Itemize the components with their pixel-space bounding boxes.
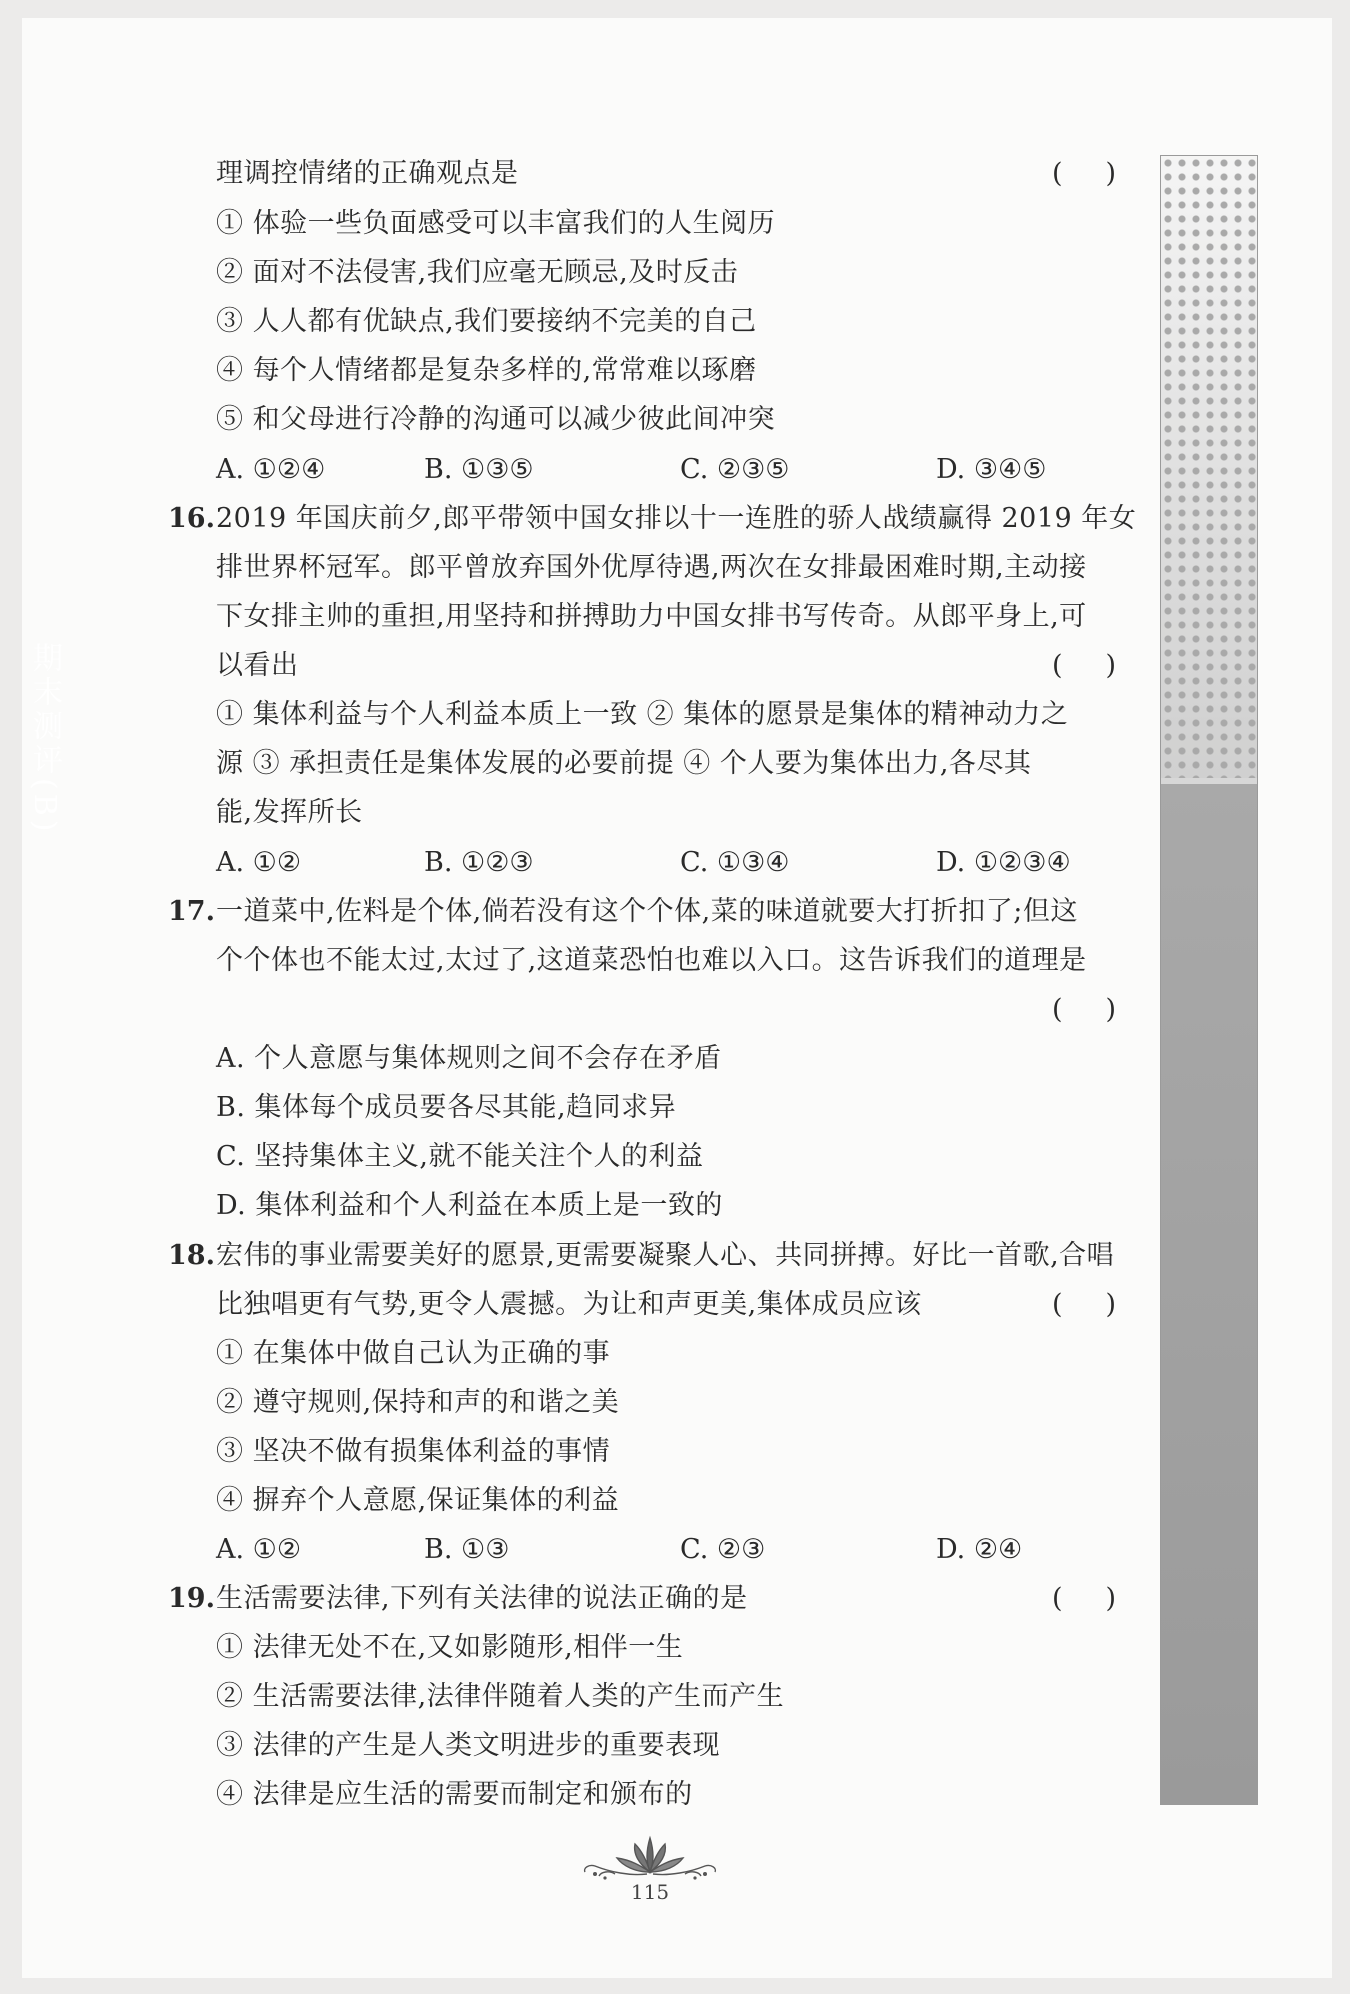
q19-number: 19. xyxy=(168,1583,215,1614)
footer-ornament-icon xyxy=(575,1832,725,1884)
q17-option-a: A. 个人意愿与集体规则之间不会存在矛盾 xyxy=(216,1043,722,1074)
q15-statement: ⑤ 和父母进行冷静的沟通可以减少彼此间冲突 xyxy=(216,404,776,435)
q16-statement-line: 能,发挥所长 xyxy=(216,797,363,828)
q18-statement: ④ 摒弃个人意愿,保证集体的利益 xyxy=(216,1485,620,1516)
side-tab-dot-pattern xyxy=(1161,156,1257,778)
side-tab-label: 期末测评(B) xyxy=(27,642,62,836)
q16-stem-line: 下女排主帅的重担,用坚持和拼搏助力中国女排书写传奇。从郎平身上,可 xyxy=(216,601,1087,632)
q17-option-c: C. 坚持集体主义,就不能关注个人的利益 xyxy=(216,1141,704,1172)
q18-stem-line: 宏伟的事业需要美好的愿景,更需要凝聚人心、共同拼搏。好比一首歌,合唱 xyxy=(216,1240,1115,1271)
q18-stem-line: 比独唱更有气势,更令人震撼。为让和声更美,集体成员应该 xyxy=(216,1289,922,1320)
q15-option-d: D. ③④⑤ xyxy=(936,454,1047,485)
answer-paren: ( ) xyxy=(1052,1289,1116,1320)
q19-statement: ③ 法律的产生是人类文明进步的重要表现 xyxy=(216,1730,721,1761)
q18-statement: ③ 坚决不做有损集体利益的事情 xyxy=(216,1436,611,1467)
q18-option-d: D. ②④ xyxy=(936,1534,1023,1565)
answer-paren: ( ) xyxy=(1052,650,1116,681)
q15-statement: ① 体验一些负面感受可以丰富我们的人生阅历 xyxy=(216,208,776,239)
q19-stem-line: 生活需要法律,下列有关法律的说法正确的是 xyxy=(216,1583,748,1614)
q16-number: 16. xyxy=(168,503,215,534)
answer-paren: ( ) xyxy=(1052,1583,1116,1614)
q18-option-c: C. ②③ xyxy=(680,1534,766,1565)
q16-stem-line: 以看出 xyxy=(216,650,299,681)
q16-option-b: B. ①②③ xyxy=(424,847,534,878)
q17-option-b: B. 集体每个成员要各尽其能,趋同求异 xyxy=(216,1092,677,1123)
q19-statement: ① 法律无处不在,又如影随形,相伴一生 xyxy=(216,1632,684,1663)
q16-stem-line: 排世界杯冠军。郎平曾放弃国外优厚待遇,两次在女排最困难时期,主动接 xyxy=(216,552,1087,583)
side-section-tab xyxy=(1160,155,1258,1805)
side-tab-panel xyxy=(1161,784,1257,1804)
q15-stem: 理调控情绪的正确观点是 xyxy=(216,158,519,189)
page-number: 115 xyxy=(630,1880,670,1904)
q16-stem-line: 2019 年国庆前夕,郎平带领中国女排以十一连胜的骄人战绩赢得 2019 年女 xyxy=(216,503,1137,534)
q15-option-c: C. ②③⑤ xyxy=(680,454,790,485)
q18-option-a: A. ①② xyxy=(216,1534,302,1565)
q15-statement: ④ 每个人情绪都是复杂多样的,常常难以琢磨 xyxy=(216,355,757,386)
q17-option-d: D. 集体利益和个人利益在本质上是一致的 xyxy=(216,1190,723,1221)
answer-paren: ( ) xyxy=(1052,994,1116,1025)
q16-option-c: C. ①③④ xyxy=(680,847,790,878)
q15-statement: ② 面对不法侵害,我们应毫无顾忌,及时反击 xyxy=(216,257,739,288)
q19-statement: ② 生活需要法律,法律伴随着人类的产生而产生 xyxy=(216,1681,785,1712)
q16-option-d: D. ①②③④ xyxy=(936,847,1071,878)
q17-number: 17. xyxy=(168,896,215,927)
q17-stem-line: 一道菜中,佐料是个体,倘若没有这个个体,菜的味道就要大打折扣了;但这 xyxy=(216,896,1078,927)
answer-paren: ( ) xyxy=(1052,158,1116,189)
q16-statement-line: 源 ③ 承担责任是集体发展的必要前提 ④ 个人要为集体出力,各尽其 xyxy=(216,748,1032,779)
q17-stem-line: 个个体也不能太过,太过了,这道菜恐怕也难以入口。这告诉我们的道理是 xyxy=(216,945,1087,976)
q18-option-b: B. ①③ xyxy=(424,1534,510,1565)
q16-option-a: A. ①② xyxy=(216,847,302,878)
q19-statement: ④ 法律是应生活的需要而制定和颁布的 xyxy=(216,1779,693,1810)
q18-statement: ① 在集体中做自己认为正确的事 xyxy=(216,1338,611,1369)
q16-statement-line: ① 集体利益与个人利益本质上一致 ② 集体的愿景是集体的精神动力之 xyxy=(216,699,1069,730)
q15-statement: ③ 人人都有优缺点,我们要接纳不完美的自己 xyxy=(216,306,757,337)
q15-option-b: B. ①③⑤ xyxy=(424,454,534,485)
q18-statement: ② 遵守规则,保持和声的和谐之美 xyxy=(216,1387,620,1418)
q15-option-a: A. ①②④ xyxy=(216,454,326,485)
q18-number: 18. xyxy=(168,1240,215,1271)
